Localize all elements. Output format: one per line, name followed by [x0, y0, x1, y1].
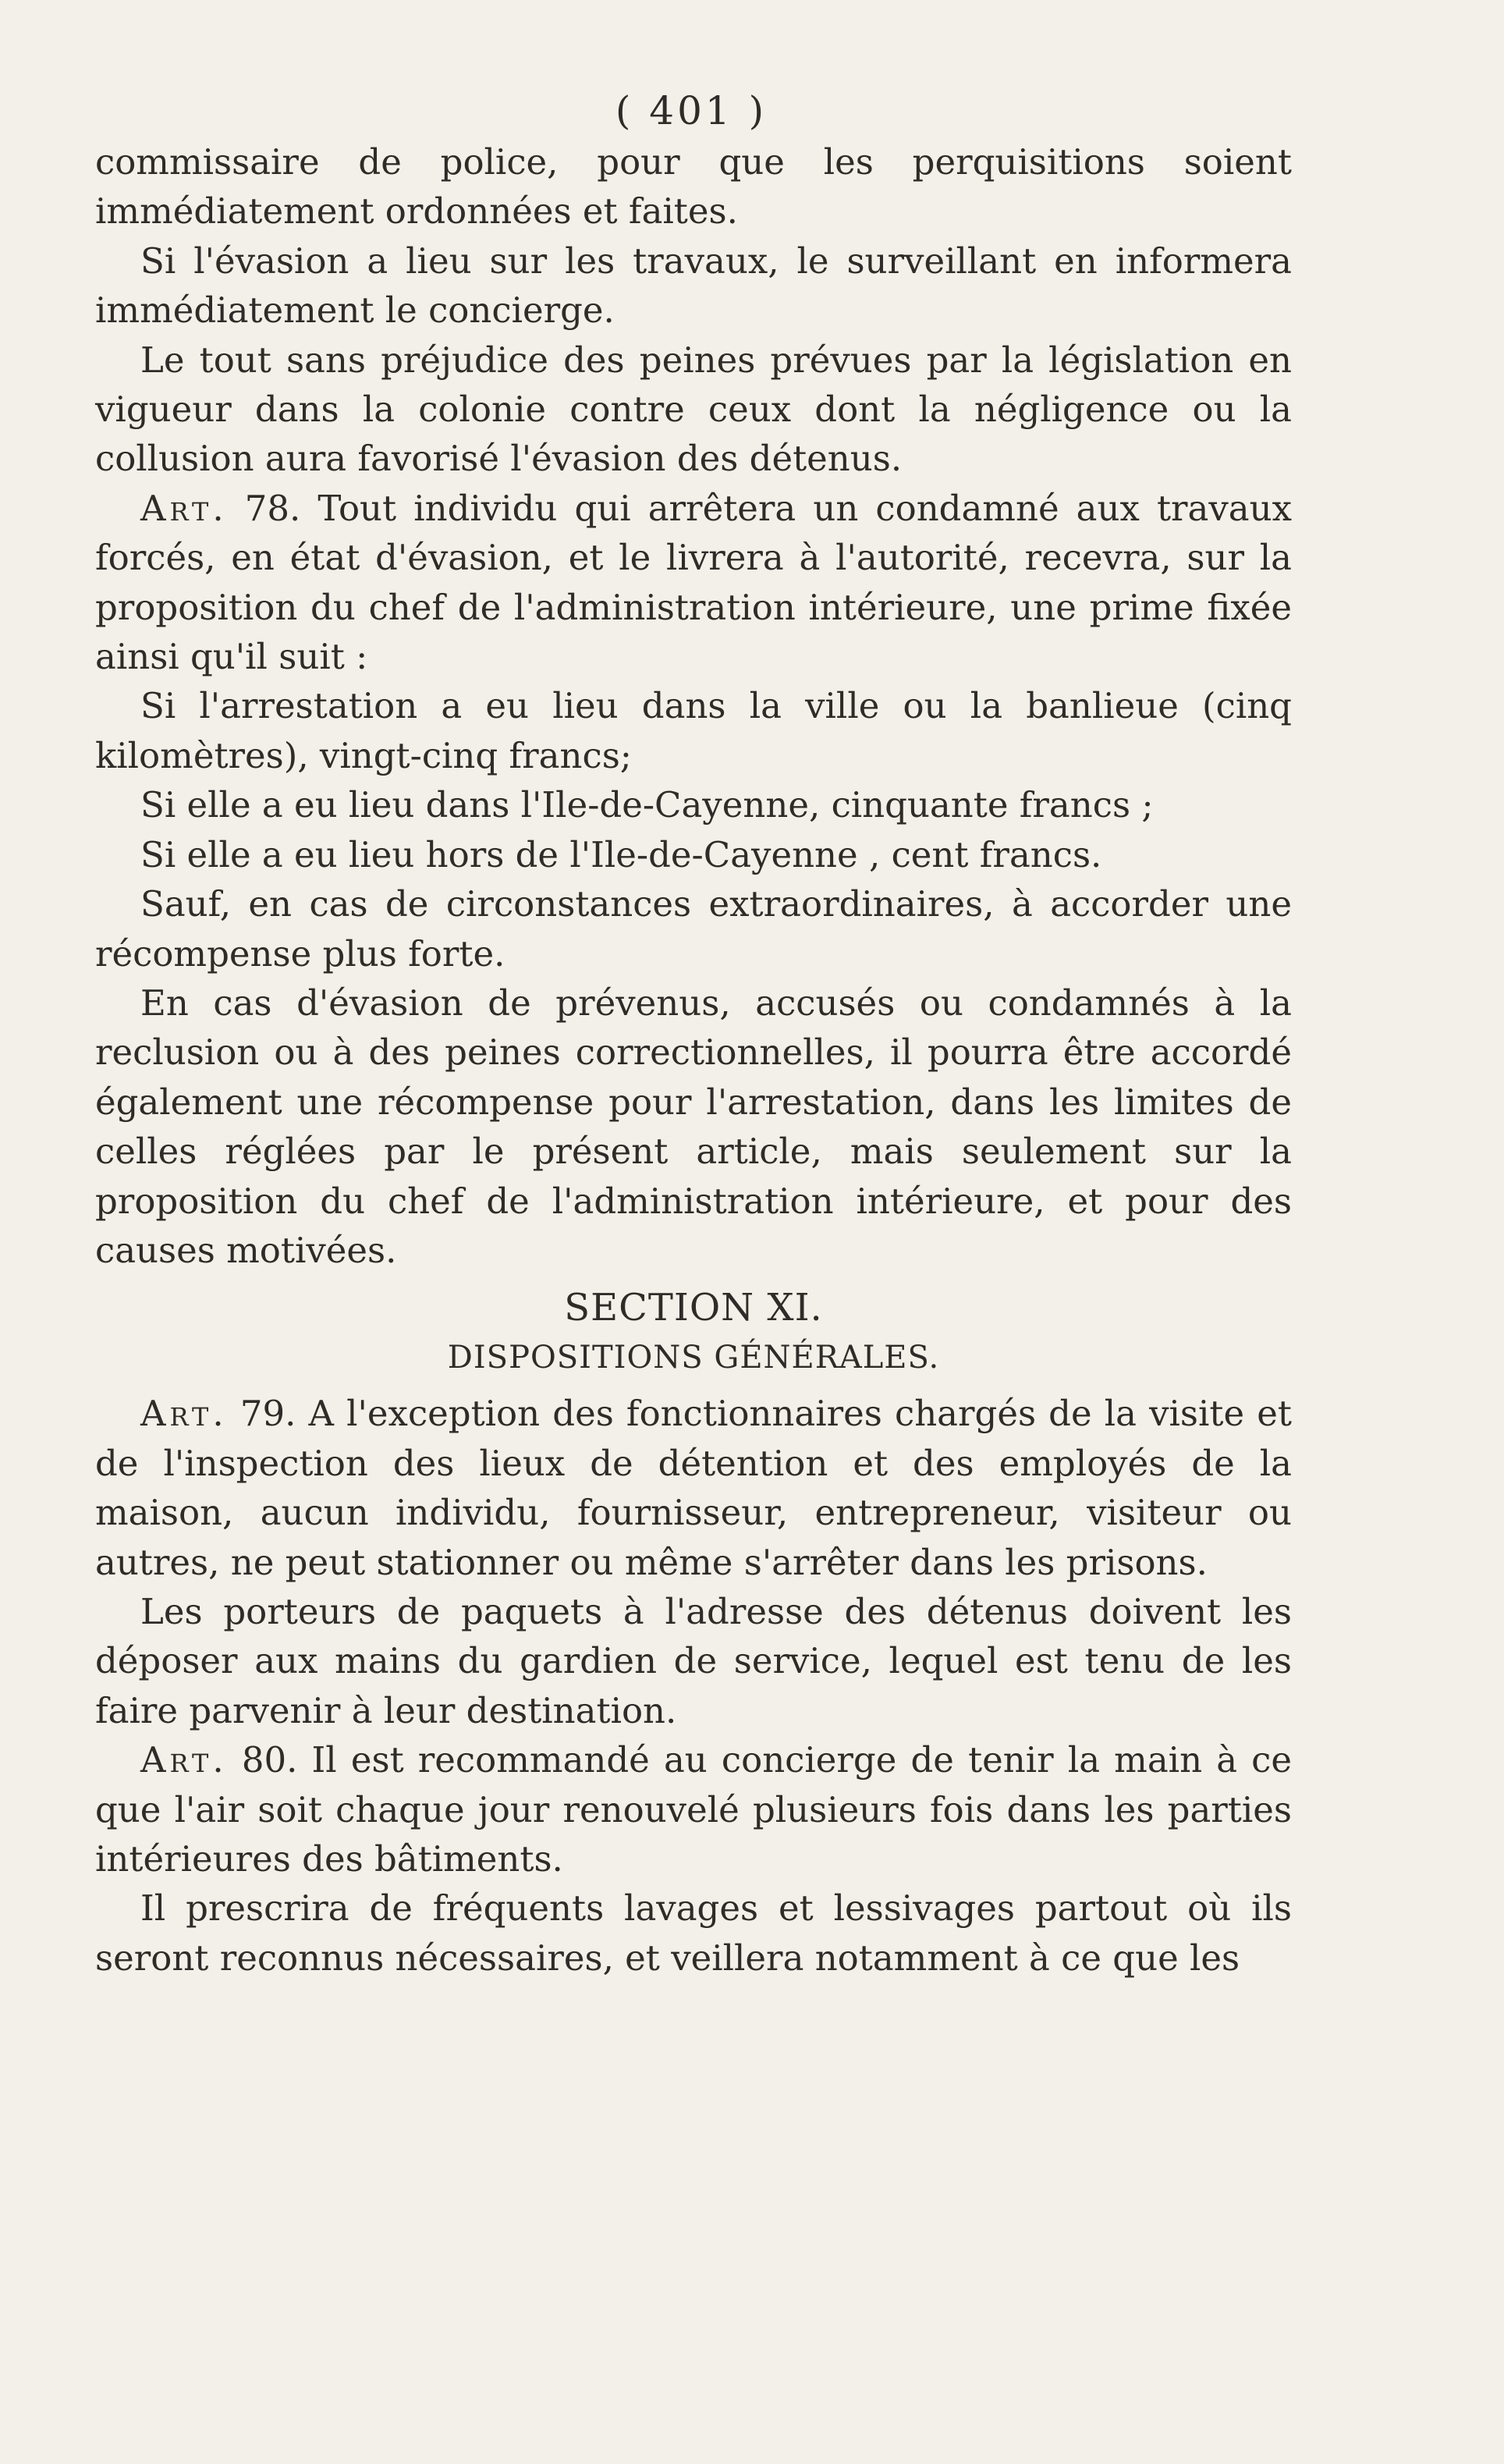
paragraph-text: Il prescrira de fréquents lavages et lessivages partout où ils seront reconnus nécessaires, et veillera notamment à ce que les	[95, 1887, 1292, 1979]
paragraph	[95, 780, 1292, 829]
paragraph	[95, 681, 1292, 780]
paragraph-text: En cas d'évasion de prévenus, accusés ou condamnés à la reclusion ou à des peines correctionnelles, il pourra être accordé également une récompense pour l'arrestation, dans les limites de celles réglées par le présent article, mais seulement sur la proposition du chef de l'administration intérieure, et pour des causes motivées.	[95, 982, 1292, 1271]
page-number: ( 401 )	[615, 88, 768, 133]
section-title: SECTION XI.	[564, 1286, 823, 1330]
paragraph-text: 80. Il est recommandé au concierge de tenir la main à ce que l'air soit chaque jour renouvelé plusieurs fois dans les parties intérieures des bâtiments.	[95, 1739, 1292, 1880]
paragraph	[95, 830, 1292, 879]
paragraph	[95, 879, 1292, 978]
paragraphs-after-section	[95, 1389, 1292, 1983]
paragraph-text: Sauf, en cas de circonstances extraordinaires, à accorder une récompense plus forte.	[95, 883, 1292, 975]
section-subtitle: DISPOSITIONS GÉNÉRALES.	[447, 1340, 940, 1376]
paragraph	[95, 1735, 1292, 1884]
paragraph-text: 79. A l'exception des fonctionnaires chargés de la visite et de l'inspection des lieux de détention et des employés de la maison, aucun individu, fournisseur, entrepreneur, visiteur ou autres, ne peut stationner ou même s'arrêter dans les prisons.	[95, 1393, 1292, 1583]
paragraph-text: Si l'arrestation a eu lieu dans la ville ou la banlieue (cinq kilomètres), vingt-cinq francs;	[95, 685, 1292, 776]
paragraph	[95, 484, 1292, 682]
paragraph	[95, 236, 1292, 336]
paragraph-text: Le tout sans préjudice des peines prévues par la législation en vigueur dans la colonie contre ceux dont la négligence ou la collusion aura favorisé l'évasion des détenus.	[95, 339, 1292, 480]
paragraph-text: commissaire de police, pour que les perquisitions soient immédiatement ordonnées et faites.	[95, 141, 1292, 233]
article-label: Art.	[140, 1393, 228, 1435]
paragraph-text: Si l'évasion a lieu sur les travaux, le surveillant en informera immédiatement le concierge.	[95, 240, 1292, 332]
article-label: Art.	[140, 487, 228, 529]
paragraph	[95, 336, 1292, 484]
text-block	[95, 86, 1292, 1983]
paragraph	[95, 137, 1292, 236]
paragraphs-before-section	[95, 137, 1292, 1275]
paragraph	[95, 1884, 1292, 1983]
article-label: Art.	[140, 1739, 228, 1781]
paragraph	[95, 978, 1292, 1275]
paragraph	[95, 1587, 1292, 1735]
paragraph	[95, 1389, 1292, 1587]
paragraph-text: 78. Tout individu qui arrêtera un condamné aux travaux forcés, en état d'évasion, et le livrera à l'autorité, recevra, sur la proposition du chef de l'administration intérieure, une prime fixée ainsi qu'il suit :	[95, 487, 1292, 678]
paragraph-text: Les porteurs de paquets à l'adresse des détenus doivent les déposer aux mains du gardien de service, lequel est tenu de les faire parvenir à leur destination.	[95, 1590, 1292, 1731]
paragraph-text: Si elle a eu lieu dans l'Ile-de-Cayenne, cinquante francs ;	[140, 784, 1154, 826]
paragraph-text: Si elle a eu lieu hors de l'Ile-de-Cayenne , cent francs.	[140, 833, 1102, 875]
